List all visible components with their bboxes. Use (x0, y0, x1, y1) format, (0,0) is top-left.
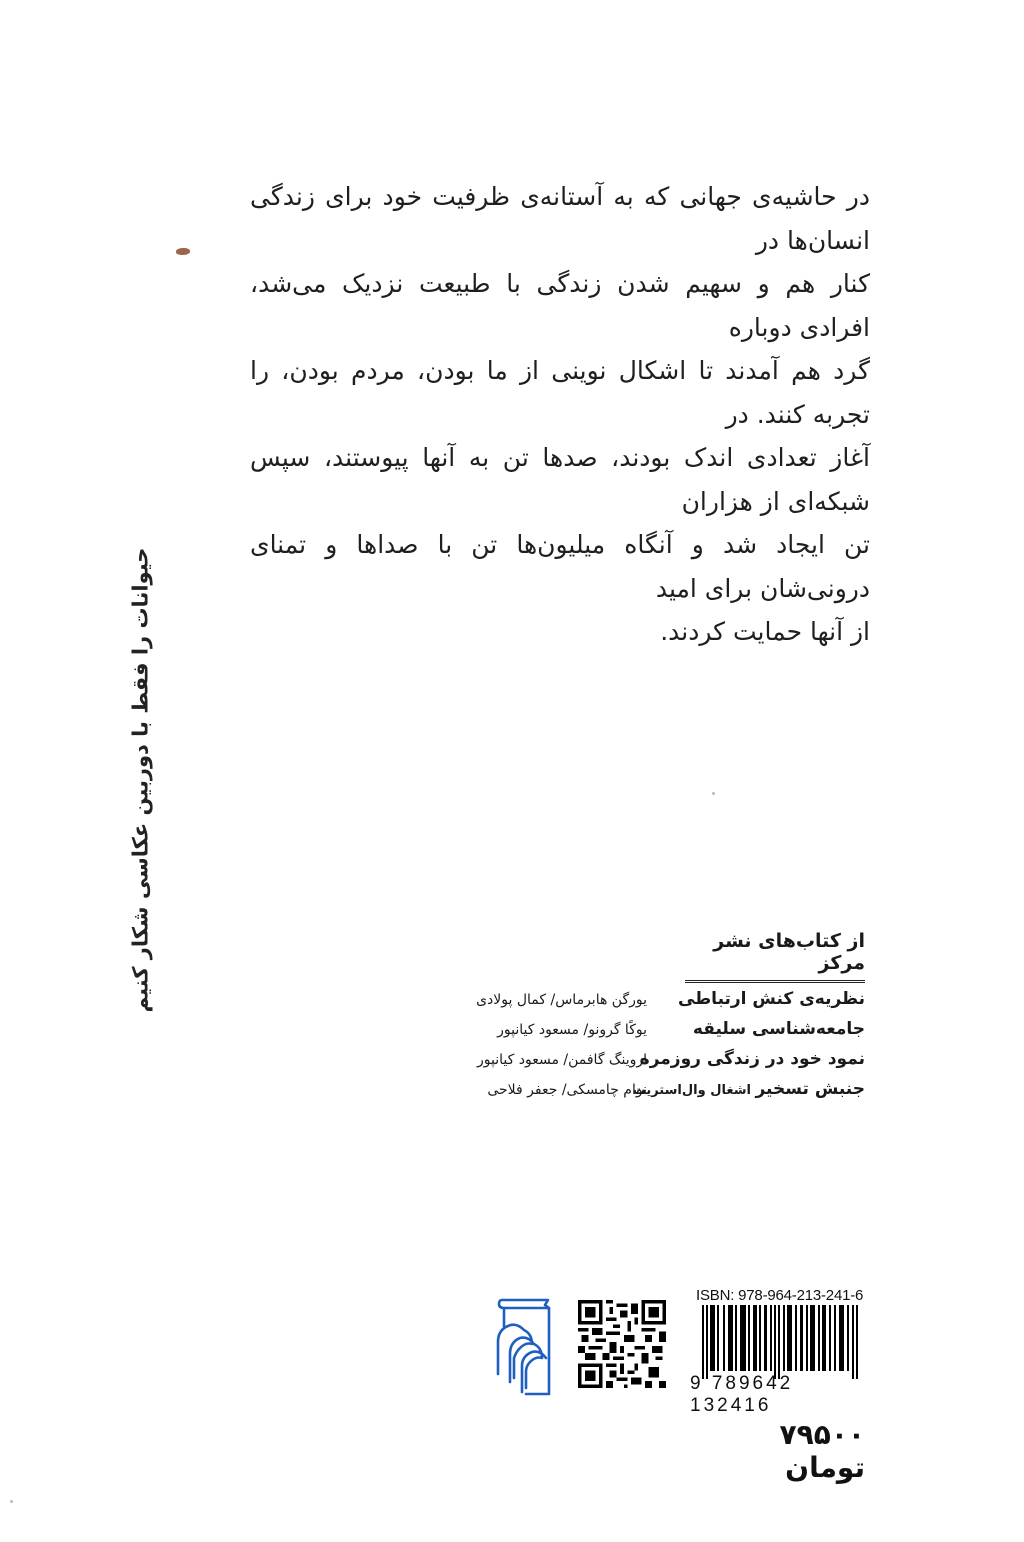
book-title (639, 1049, 865, 1069)
nashr-markaz-logo-icon (488, 1296, 563, 1396)
book-title (665, 1019, 865, 1039)
qr-code-icon (578, 1300, 666, 1388)
book-author: یورگن هابرماس/ کمال پولادی (476, 992, 647, 1008)
paper-speck (10, 1500, 13, 1503)
isbn-barcode (690, 1287, 870, 1416)
back-cover-blurb (250, 175, 870, 654)
book-list-item (420, 1019, 865, 1043)
barcode-digits: 9 789642 132416 (690, 1373, 794, 1416)
book-title-text: نمود خود در زندگی روزمره (639, 1049, 865, 1069)
barcode-bars-icon (690, 1305, 868, 1379)
blurb-line: آغاز تعدادی اندک بودند، صدها تن به آنها پیوستند، سپس شبکه‌ای از هزاران (250, 443, 870, 516)
price-label: ۷۹۵۰۰ تومان (779, 1418, 865, 1484)
book-title-text: نظریه‌ی کنش ارتباطی (677, 989, 865, 1009)
book-author: اروینگ گافمن/ مسعود کیانپور (477, 1052, 647, 1068)
blurb-line: گرد هم آمدند تا اشکال نوینی از ما بودن، مردم بودن، را تجربه کنند. در (250, 356, 870, 429)
blurb-line: کنار هم و سهیم شدن زندگی با طبیعت نزدیک می‌شد، افرادی دوباره (250, 269, 870, 342)
book-title (665, 989, 865, 1009)
paper-stain (176, 248, 190, 255)
book-list-item (420, 1079, 865, 1103)
book-author: یوکًا گرونو/ مسعود کیانپور (497, 1022, 647, 1038)
book-list-item (420, 1049, 865, 1073)
blurb-line: از آنها حمایت کردند. (660, 617, 870, 646)
spine-title (120, 547, 160, 1013)
blurb-line: در حاشیه‌ی جهانی که به آستانه‌ی ظرفیت خود برای زندگی انسان‌ها در (250, 182, 870, 255)
blurb-line: تن ایجاد شد و آنگاه میلیون‌ها تن با صداها و تمنای درونی‌شان برای امید (250, 530, 870, 603)
isbn-label: ISBN: 978-964-213-241-6 (696, 1287, 864, 1304)
booklist-heading: از کتاب‌های نشر مرکز (685, 930, 865, 983)
paper-speck (712, 792, 715, 795)
book-title-text: جامعه‌شناسی سلیقه (692, 1019, 865, 1039)
publisher-booklist (420, 930, 865, 1103)
book-list-item (420, 989, 865, 1013)
book-title-text: جنبش تسخیر (755, 1079, 865, 1099)
spine-title-text: حیوانات را فقط با دوربین عکاسی شکار کنیم (128, 547, 152, 1013)
book-title (632, 1079, 865, 1099)
book-subtitle: اشغال وال‌استریت (632, 1083, 756, 1098)
book-author: نوام چامسکی/ جعفر فلاحی (487, 1082, 647, 1098)
